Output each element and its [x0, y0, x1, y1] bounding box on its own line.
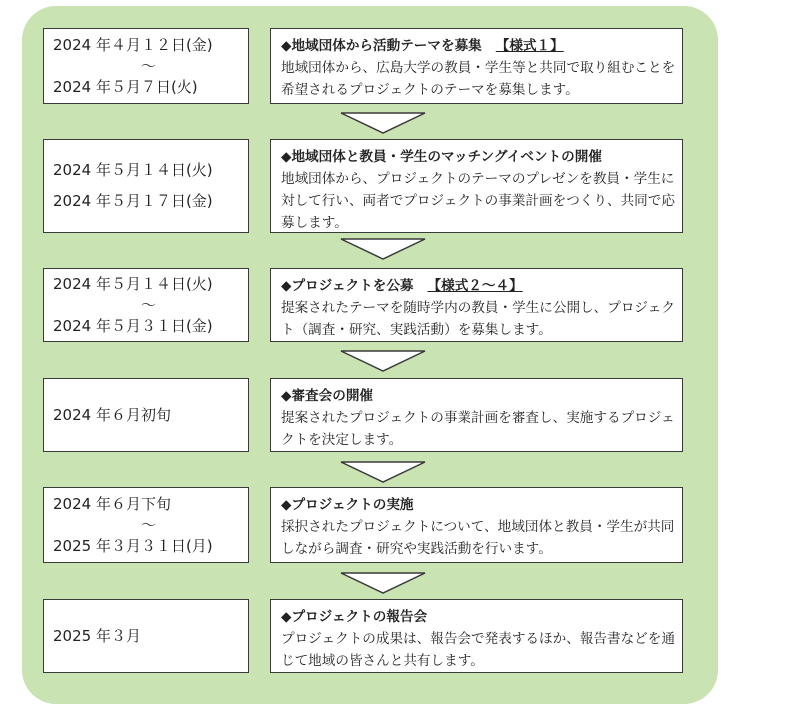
down-arrow-2: [340, 238, 426, 260]
down-arrow-1: [340, 112, 426, 134]
step-3-date-box: [43, 268, 249, 342]
step-4-date-box: [43, 378, 249, 452]
step-4-title: ◆審査会の開催: [281, 388, 374, 404]
step-5-date-separator: ～: [141, 515, 157, 534]
step-3-body: 提案されたテーマを随時学内の教員・学生に公開し、プロジェクト（調査・研究、実践活動）を募集します。: [281, 300, 675, 338]
step-6-body: プロジェクトの成果は、報告会で発表するほか、報告書などを通じて地域の皆さんと共有します。: [281, 631, 675, 669]
step-5-end-date: 2025 年３月３１日(月): [53, 536, 213, 555]
step-6-date-box: [43, 599, 249, 673]
down-arrow-5: [340, 572, 426, 594]
step-4-date: 2024 年６月初旬: [53, 405, 171, 424]
step-3-start-date: 2024 年５月１４日(火): [53, 274, 213, 293]
step-4-body: 提案されたプロジェクトの事業計画を審査し、実施するプロジェクトを決定します。: [281, 410, 675, 448]
step-1-form-label: 【様式１】: [495, 38, 564, 54]
step-3-description-box: [270, 268, 683, 342]
step-2-date-2: 2024 年５月１７日(金): [53, 192, 213, 210]
step-1-description-box: [270, 28, 683, 104]
step-3-title: ◆プロジェクトを公募: [281, 278, 414, 294]
step-6-description-box: [270, 599, 683, 673]
step-5-description-box: [270, 487, 683, 563]
down-arrow-4: [340, 461, 426, 483]
step-5-title: ◆プロジェクトの実施: [281, 497, 414, 513]
step-3-end-date: 2024 年５月３１日(金): [53, 316, 213, 335]
step-6-date: 2025 年３月: [53, 626, 141, 645]
step-1-date-box: [43, 28, 249, 104]
step-1-start-date: 2024 年４月１２日(金): [53, 35, 213, 54]
step-2-title: ◆地域団体と教員・学生のマッチングイベントの開催: [281, 149, 602, 165]
step-5-date-box: [43, 487, 249, 563]
step-1-title: ◆地域団体から活動テーマを募集: [281, 38, 482, 54]
step-5-start-date: 2024 年６月下旬: [53, 494, 171, 513]
step-2-date-box: [43, 139, 249, 233]
step-6-title: ◆プロジェクトの報告会: [281, 609, 428, 625]
step-2-body: 地域団体から、プロジェクトのテーマのプレゼンを教員・学生に対して行い、両者でプロジェクトの事業計画をつくり、共同で応募します。: [281, 171, 675, 231]
step-5-body: 採択されたプロジェクトについて、地域団体と教員・学生が共同しながら調査・研究や実践活動を行います。: [281, 519, 675, 557]
step-3-form-label: 【様式２～４】: [427, 278, 523, 294]
step-1-date-separator: ～: [141, 56, 157, 75]
step-1-end-date: 2024 年５月７日(火): [53, 77, 198, 96]
step-2-description-box: [270, 139, 683, 233]
step-4-description-box: [270, 378, 683, 452]
step-3-date-separator: ～: [141, 295, 157, 314]
step-1-body: 地域団体から、広島大学の教員・学生等と共同で取り組むことを希望されるプロジェクトのテーマを募集します。: [281, 60, 676, 98]
step-2-date-1: 2024 年５月１４日(火): [53, 161, 213, 179]
down-arrow-3: [340, 350, 426, 372]
